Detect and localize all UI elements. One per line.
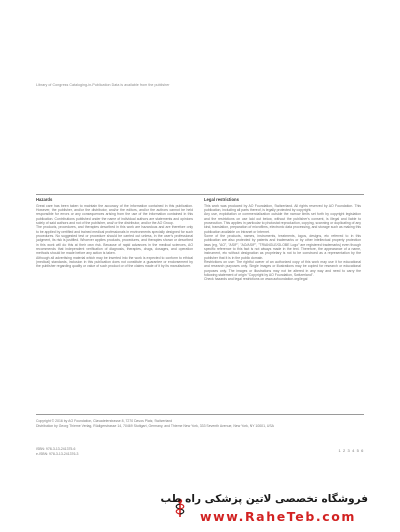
print-sequence: 1 2 3 4 5 6 bbox=[338, 448, 364, 453]
cataloging-note: Library of Congress Cataloging-in-Publication Data is available from the publisher bbox=[36, 83, 170, 87]
watermark-url-link[interactable]: www.RaheTeb.com bbox=[199, 509, 357, 524]
legal-link-line: Check hazards and legal restrictions on www.aofoundation.org/legal bbox=[204, 277, 308, 282]
watermark-persian-text: فروشگاه تخصصی لاتین پزشکی راه طب bbox=[160, 493, 368, 505]
distribution-line: Distribution by Georg Thieme Verlag, Rüdigerstrasse 14, 70469 Stuttgart, Germany, and Thieme New York, 333 Seventh Avenue, New York, NY 10001, USA bbox=[36, 423, 274, 428]
eisbn-line: e-ISBN: 978-3-13-241376-3 bbox=[36, 451, 79, 456]
hazards-paragraph: Although all advertising material which may be inserted into the work is expected to conform to ethical (medical) standards, inclusion in this publication does not constitute a guarantee or endorsement by the publisher regarding quality or value of such product or of the claims made of it by its manufacturer. bbox=[36, 255, 193, 269]
bottom-divider bbox=[36, 414, 364, 415]
legal-paragraph: Some of the products, names, instruments, treatments, logos, designs, etc referred to in this publication are also protected by patents and trademarks or by other intellectual property protection laws (eg, "AO", "ASIF", "AO/ASIF", "TRIANGLE/GLOBE Logo" are registered trademarks) even though specific reference to this fact is not always made in the text. Therefore, the appearance of a name, instrument, etc without designation as proprietary is not to be construed as a representation by the publisher that it is in the public domain. bbox=[204, 233, 361, 260]
top-divider bbox=[36, 194, 364, 195]
hazards-paragraph: The products, procedures, and therapies described in this work are hazardous and are therefore only to be applied by certified and trained medical professionals in environments specially designed for such procedures. No suggested test or procedure should be carried out unless, in the user's professional judgment, its risk is justified. Whoever applies products, procedures, and therapies shown or described in this work will do this at their own risk. Because of rapid advances in the medical sciences, AO recommends that independent verification of diagnosis, therapies, drugs, dosages, and operation methods should be made before any action is taken. bbox=[36, 225, 193, 256]
hazards-paragraph: Great care has been taken to maintain the accuracy of the information contained in this publication. However, the publisher, and/or the distributor, and/or the editors, and/or the authors cannot be held responsible for errors or any consequences arising from the use of the information contained in this publication. Contributions published under the name of individual authors are statements and opinions solely of said authors and not of the publisher, and/ or the distributor, and/or the AO Group. bbox=[36, 203, 193, 225]
copyright-block bbox=[36, 419, 366, 428]
hazards-heading: Hazards bbox=[36, 197, 53, 202]
legal-paragraph: Restrictions on use: The rightful owner of an authorized copy of this work may use it for educational and research purposes only. Single images or illustrations may be copied for research or educational purposes only. The images or illustrations may not be altered in any way and need to carry the following statement of origin "Copyright by AO Foundation, Switzerland". bbox=[204, 259, 361, 277]
legal-paragraph: Any use, exploitation or commercialization outside the narrow limits set forth by copyright legislation and the restrictions on use laid out below, without the publisher's consent, is illegal and liable to prosecution. This applies in particular to photostat reproduction, copying, scanning or duplicating of any kind, translation, preparation of microfilms, electronic data processing, and storage such as making this publication available on Intranet or Internet. bbox=[204, 212, 361, 234]
legal-section bbox=[204, 197, 361, 282]
isbn-block bbox=[36, 447, 78, 456]
isbn-line: ISBN: 978-3-13-241375-6 bbox=[36, 447, 76, 451]
copyright-line: Copyright © 2016 by AO Foundation, Clavadelerstrasse 8, 7270 Davos Platz, Switzerland bbox=[36, 419, 173, 423]
legal-paragraph: This work was produced by AO Foundation, Switzerland. All rights reserved by AO Foundation. This publication, including all parts thereof, is legally protected by copyright. bbox=[204, 203, 361, 212]
hazards-section bbox=[36, 197, 193, 269]
legal-heading: Legal restrictions bbox=[204, 197, 239, 202]
